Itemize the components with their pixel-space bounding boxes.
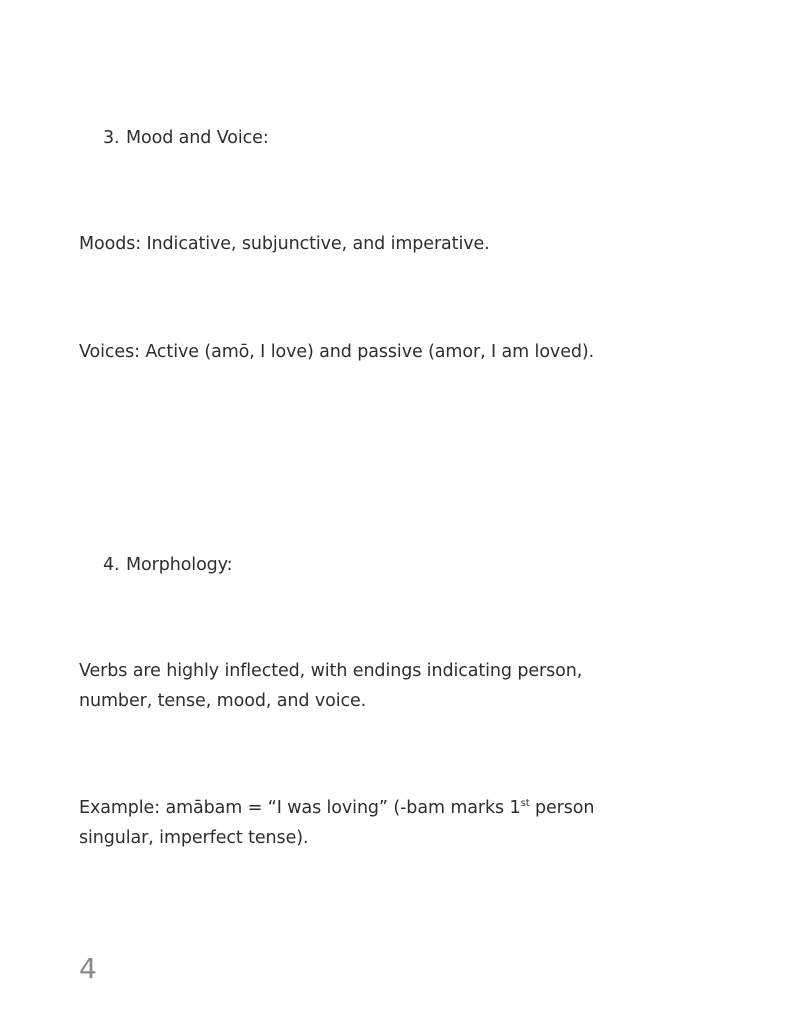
paragraph-moods: Moods: Indicative, subjunctive, and imperative. [79, 234, 490, 254]
paragraph-example-line-2: singular, imperfect tense). [79, 828, 309, 848]
page-number: 4 [79, 952, 97, 985]
section-heading-morphology [103, 550, 232, 580]
section-number: 4. [103, 555, 120, 575]
ordinal-superscript: st [520, 798, 530, 809]
section-number: 3. [103, 128, 120, 148]
example-text-after: person [529, 798, 595, 818]
paragraph-voices: Voices: Active (amō, I love) and passive (amor, I am loved). [79, 342, 595, 362]
paragraph-verbs-line-2: number, tense, mood, and voice. [79, 691, 367, 711]
example-text-before: Example: amābam = “I was loving” (-bam marks 1 [79, 798, 521, 818]
section-title: Mood and Voice: [126, 128, 269, 148]
section-heading-mood-voice [103, 123, 269, 153]
section-title: Morphology: [126, 555, 233, 575]
paragraph-example-line-1 [79, 793, 594, 823]
paragraph-verbs-line-1: Verbs are highly inflected, with endings indicating person, [79, 661, 583, 681]
